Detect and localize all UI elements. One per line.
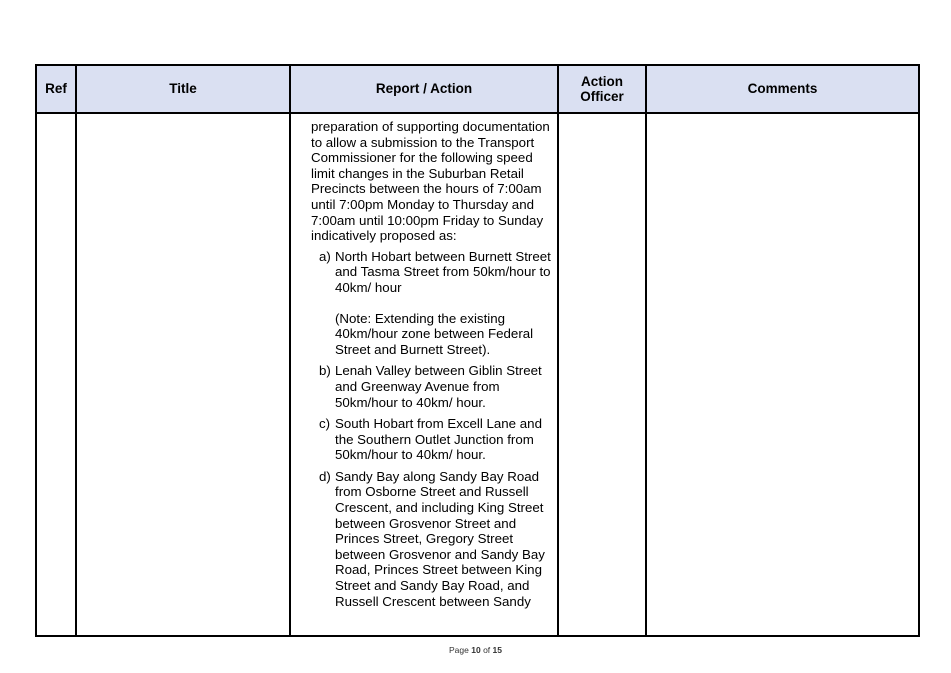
page-of-label: of xyxy=(483,645,491,655)
page-total: 15 xyxy=(492,645,502,655)
page-current: 10 xyxy=(471,645,481,655)
list-item-note: (Note: Extending the existing 40km/hour zone between Federal Street and Burnett Street). xyxy=(335,310,534,357)
speed-limit-list xyxy=(311,249,551,609)
list-item-marker: a) xyxy=(319,248,331,264)
header-action-officer-line1: Action xyxy=(581,73,623,89)
header-action-officer-line2: Officer xyxy=(580,89,624,104)
cell-action-officer xyxy=(558,113,646,636)
header-comments: Comments xyxy=(646,65,919,113)
page-label: Page xyxy=(448,645,469,655)
header-row xyxy=(36,65,919,113)
page-number-footer xyxy=(0,645,951,655)
table-row xyxy=(36,113,919,636)
list-item-marker: c) xyxy=(319,416,331,432)
list-item-text: South Hobart from Excell Lane and the Southern Outlet Junction from 50km/hour to 40km/ hour. xyxy=(335,416,542,463)
cell-title xyxy=(76,113,290,636)
list-item xyxy=(319,363,551,410)
list-item xyxy=(319,469,551,609)
list-item xyxy=(319,249,551,358)
header-ref: Ref xyxy=(36,65,76,113)
minutes-table xyxy=(35,64,920,637)
header-title: Title xyxy=(76,65,290,113)
header-action-officer xyxy=(558,65,646,113)
list-item-marker: d) xyxy=(319,468,331,484)
cell-report-action xyxy=(290,113,558,636)
list-item-text: Sandy Bay along Sandy Bay Road from Osborne Street and Russell Crescent, and including King Street between Grosvenor Street and Princes Street, Gregory Street between Grosvenor and Sandy Bay Road, Princes Street between King Street and Sandy Bay Road, and Russell Crescent between Sandy xyxy=(335,468,545,609)
list-item-text: North Hobart between Burnett Street and Tasma Street from 50km/hour to 40km/ hour xyxy=(335,248,551,295)
list-item-text: Lenah Valley between Giblin Street and Greenway Avenue from 50km/hour to 40km/ hour. xyxy=(335,363,542,410)
cell-comments xyxy=(646,113,919,636)
list-item-marker: b) xyxy=(319,363,331,379)
action-intro-text: preparation of supporting documentation to allow a submission to the Transport Commissioner for the following speed limit changes in the Suburban Retail Precincts between the hours of 7:00am until 7:00pm Monday to Thursday and 7:00am until 10:00pm Friday to Sunday indicatively proposed as: xyxy=(311,119,550,244)
header-report-action: Report / Action xyxy=(290,65,558,113)
list-item xyxy=(319,416,551,463)
cell-ref xyxy=(36,113,76,636)
